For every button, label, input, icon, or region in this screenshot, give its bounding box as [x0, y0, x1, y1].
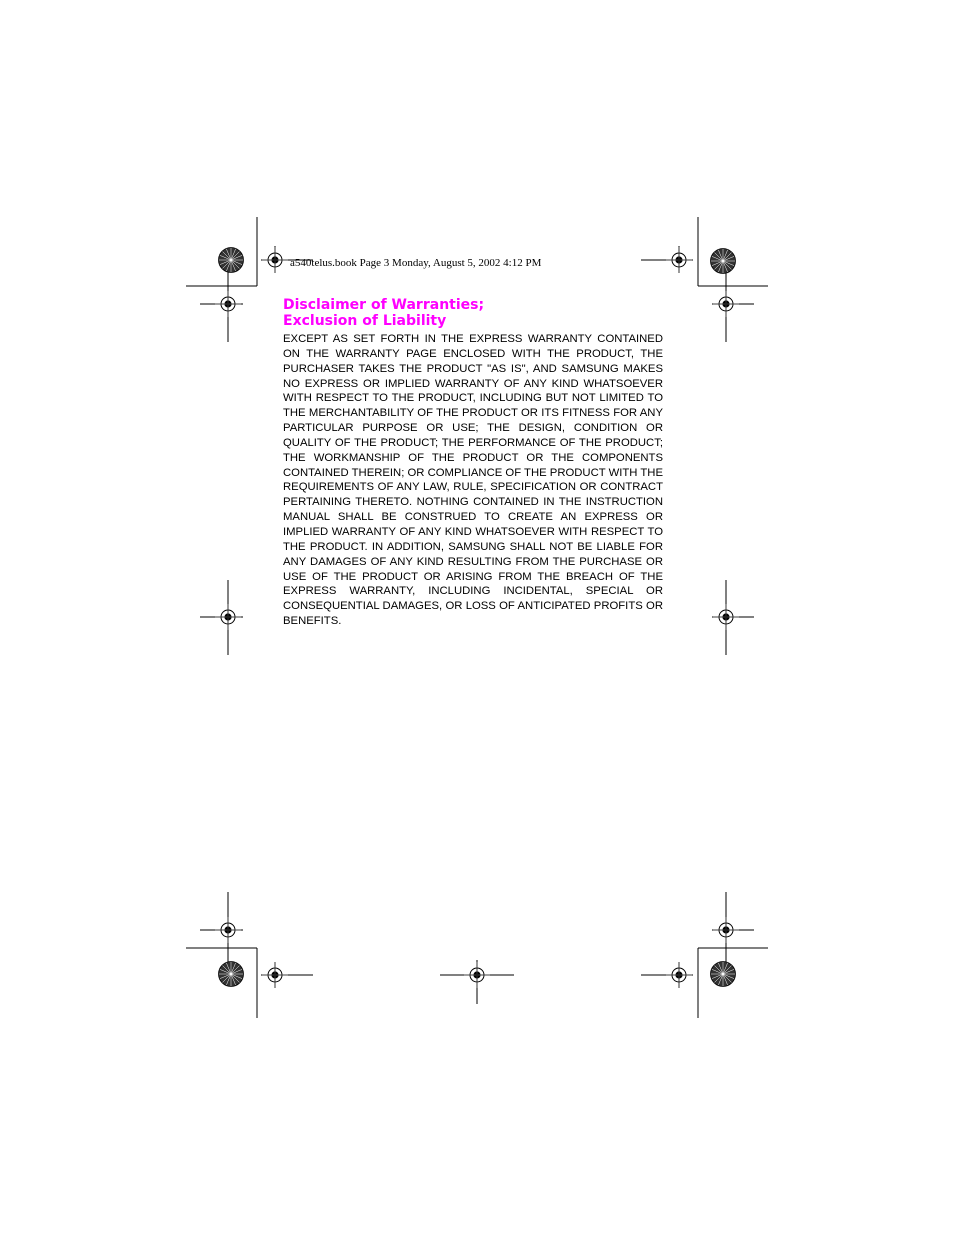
section-title-line-1: Disclaimer of Warranties;: [283, 297, 485, 313]
registration-mark-icon: [464, 962, 490, 988]
registration-mark-icon: [713, 917, 739, 943]
bottom-right-marks: [641, 892, 768, 1018]
registration-mark-icon: [713, 604, 739, 630]
disclaimer-section: [283, 297, 663, 629]
section-title: [283, 297, 663, 329]
registration-mark-icon: [262, 247, 288, 273]
section-title-line-2: Exclusion of Liability: [283, 313, 447, 329]
disclaimer-body: EXCEPT AS SET FORTH IN THE EXPRESS WARRANTY CONTAINED ON THE WARRANTY PAGE ENCLOSED WITH THE PRODUCT, THE PURCHASER TAKES THE PRODUCT "AS IS", AND SAMSUNG MAKES NO EXPRESS OR IMPLIED WARRANTY OF ANY KIND WHATSOEVER WITH RESPECT TO THE PRODUCT, INCLUDING BUT NOT LIMITED TO THE MERCHANTABILITY OF THE PRODUCT OR ITS FITNESS FOR ANY PARTICULAR PURPOSE OR USE; THE DESIGN, CONDITION OR QUALITY OF THE PRODUCT; THE PERFORMANCE OF THE PRODUCT; THE WORKMANSHIP OF THE PRODUCT OR THE COMPONENTS CONTAINED THEREIN; OR COMPLIANCE OF THE PRODUCT WITH THE REQUIREMENTS OF ANY LAW, RULE, SPECIFICATION OR CONTRACT PERTAINING THERETO. NOTHING CONTAINED IN THE INSTRUCTION MANUAL SHALL BE CONSTRUED TO CREATE AN EXPRESS OR IMPLIED WARRANTY OF ANY KIND WHATSOEVER WITH RESPECT TO THE PRODUCT. IN ADDITION, SAMSUNG SHALL NOT BE LIABLE FOR ANY DAMAGES OF ANY KIND RESULTING FROM THE PURCHASE OR USE OF THE PRODUCT OR ARISING FROM THE BREACH OF THE EXPRESS WARRANTY, INCLUDING INCIDENTAL, SPECIAL OR CONSEQUENTIAL DAMAGES, OR LOSS OF ANTICIPATED PROFITS OR BENEFITS.: [283, 333, 663, 628]
running-head: a540telus.book Page 3 Monday, August 5, 2002 4:12 PM: [290, 257, 542, 269]
star-target-icon: [219, 962, 244, 987]
registration-mark-icon: [215, 604, 241, 630]
registration-mark-icon: [666, 247, 692, 273]
star-target-icon: [711, 249, 736, 274]
registration-mark-icon: [713, 291, 739, 317]
bottom-left-marks: [186, 892, 313, 1018]
star-target-icon: [711, 962, 736, 987]
registration-mark-icon: [262, 962, 288, 988]
registration-mark-icon: [666, 962, 692, 988]
registration-mark-icon: [215, 917, 241, 943]
star-target-icon: [219, 248, 244, 273]
registration-mark-icon: [215, 291, 241, 317]
bottom-center-marks: [440, 960, 514, 1004]
